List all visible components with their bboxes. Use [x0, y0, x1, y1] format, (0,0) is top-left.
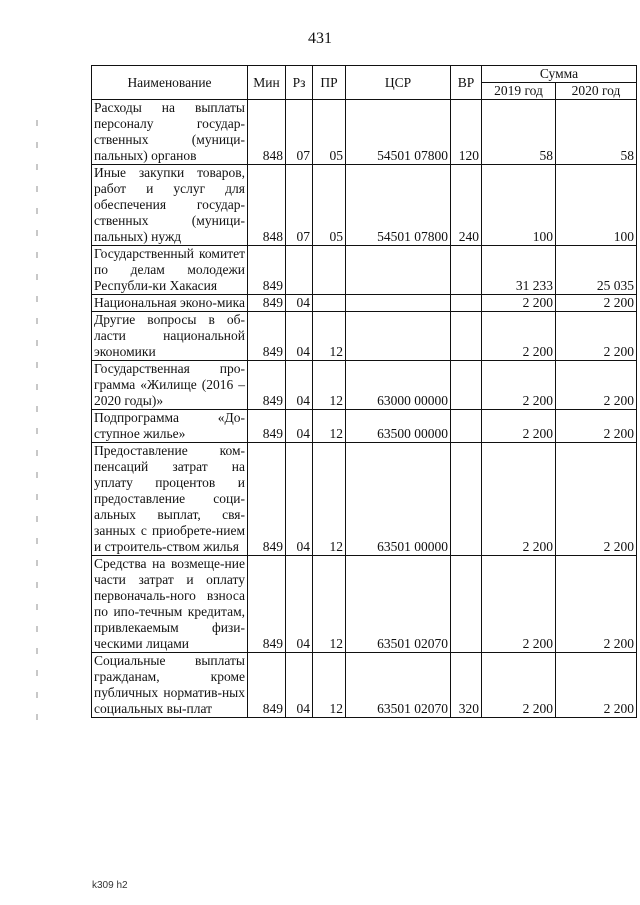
cell-min: 849 — [248, 410, 286, 443]
header-sum: Сумма — [482, 66, 637, 83]
cell-pr — [313, 295, 346, 312]
cell-y2019: 2 200 — [482, 443, 556, 556]
cell-y2019: 31 233 — [482, 246, 556, 295]
cell-min: 849 — [248, 556, 286, 653]
cell-vr — [451, 443, 482, 556]
cell-y2020: 58 — [556, 100, 637, 165]
cell-y2020: 2 200 — [556, 312, 637, 361]
cell-min: 849 — [248, 295, 286, 312]
cell-pr: 12 — [313, 443, 346, 556]
cell-rz: 04 — [286, 410, 313, 443]
table-body — [92, 100, 637, 718]
cell-pr: 05 — [313, 100, 346, 165]
cell-min: 848 — [248, 100, 286, 165]
cell-y2019: 2 200 — [482, 653, 556, 718]
cell-csr: 63501 02070 — [346, 653, 451, 718]
header-min: Мин — [248, 66, 286, 100]
table-row — [92, 361, 637, 410]
cell-vr — [451, 361, 482, 410]
cell-vr: 240 — [451, 165, 482, 246]
header-pr: ПР — [313, 66, 346, 100]
cell-name: Иные закупки товаров, работ и услуг для обеспечения государ-ственных (муници-пальных) нужд — [92, 165, 248, 246]
table-row — [92, 443, 637, 556]
table-row — [92, 410, 637, 443]
header-vr: ВР — [451, 66, 482, 100]
header-rz: Рз — [286, 66, 313, 100]
cell-name: Предоставление ком-пенсаций затрат на уплату процентов и предоставление соци-альных выплат, свя-занных с приобрете-нием и строитель-ством жилья — [92, 443, 248, 556]
cell-rz: 07 — [286, 165, 313, 246]
cell-y2019: 2 200 — [482, 556, 556, 653]
cell-vr: 320 — [451, 653, 482, 718]
cell-name: Социальные выплаты гражданам, кроме публичных норматив-ных социальных вы-плат — [92, 653, 248, 718]
cell-pr: 12 — [313, 653, 346, 718]
scan-margin-marks — [36, 120, 38, 720]
cell-csr: 63501 00000 — [346, 443, 451, 556]
cell-csr: 63000 00000 — [346, 361, 451, 410]
cell-vr — [451, 410, 482, 443]
cell-y2019: 58 — [482, 100, 556, 165]
cell-name: Государственный комитет по делам молодежи Республи-ки Хакасия — [92, 246, 248, 295]
cell-rz: 04 — [286, 653, 313, 718]
header-2020: 2020 год — [556, 83, 637, 100]
cell-vr — [451, 312, 482, 361]
cell-csr: 54501 07800 — [346, 165, 451, 246]
cell-y2020: 25 035 — [556, 246, 637, 295]
cell-y2019: 2 200 — [482, 410, 556, 443]
cell-pr: 12 — [313, 556, 346, 653]
cell-pr: 12 — [313, 361, 346, 410]
cell-vr — [451, 246, 482, 295]
header-name: Наименование — [92, 66, 248, 100]
cell-rz: 04 — [286, 312, 313, 361]
cell-y2019: 100 — [482, 165, 556, 246]
cell-name: Другие вопросы в об-ласти национальной экономики — [92, 312, 248, 361]
cell-min: 849 — [248, 443, 286, 556]
cell-min: 849 — [248, 312, 286, 361]
table-row — [92, 246, 637, 295]
cell-name: Подпрограмма «До-ступное жилье» — [92, 410, 248, 443]
table-row — [92, 295, 637, 312]
cell-y2020: 2 200 — [556, 443, 637, 556]
cell-csr — [346, 246, 451, 295]
cell-rz: 04 — [286, 443, 313, 556]
cell-min: 849 — [248, 653, 286, 718]
cell-y2020: 2 200 — [556, 556, 637, 653]
cell-name: Средства на возмеще-ние части затрат и оплату первоначаль-ного взноса по ипо-течным кредитам, привлекаемым физи-ческими лицами — [92, 556, 248, 653]
cell-rz — [286, 246, 313, 295]
cell-rz: 04 — [286, 556, 313, 653]
cell-y2020: 100 — [556, 165, 637, 246]
cell-y2020: 2 200 — [556, 410, 637, 443]
budget-table — [91, 65, 637, 718]
table-row — [92, 100, 637, 165]
page-number: 431 — [308, 30, 332, 47]
cell-y2020: 2 200 — [556, 295, 637, 312]
cell-rz: 07 — [286, 100, 313, 165]
cell-min: 849 — [248, 361, 286, 410]
cell-name: Расходы на выплаты персоналу государ-ственных (муници-пальных) органов — [92, 100, 248, 165]
cell-pr — [313, 246, 346, 295]
cell-name: Национальная эконо-мика — [92, 295, 248, 312]
header-2019: 2019 год — [482, 83, 556, 100]
table-row — [92, 653, 637, 718]
cell-y2019: 2 200 — [482, 295, 556, 312]
cell-pr: 12 — [313, 312, 346, 361]
cell-y2019: 2 200 — [482, 361, 556, 410]
header-csr: ЦСР — [346, 66, 451, 100]
cell-y2019: 2 200 — [482, 312, 556, 361]
cell-vr: 120 — [451, 100, 482, 165]
cell-csr — [346, 312, 451, 361]
cell-pr: 12 — [313, 410, 346, 443]
table-row — [92, 312, 637, 361]
cell-csr: 63500 00000 — [346, 410, 451, 443]
cell-min: 848 — [248, 165, 286, 246]
cell-rz: 04 — [286, 361, 313, 410]
table-row — [92, 165, 637, 246]
table-row — [92, 556, 637, 653]
cell-csr: 63501 02070 — [346, 556, 451, 653]
footer-code: k309 h2 — [92, 880, 128, 891]
cell-y2020: 2 200 — [556, 653, 637, 718]
cell-pr: 05 — [313, 165, 346, 246]
cell-min: 849 — [248, 246, 286, 295]
cell-csr — [346, 295, 451, 312]
cell-vr — [451, 556, 482, 653]
cell-y2020: 2 200 — [556, 361, 637, 410]
cell-name: Государственная про-грамма «Жилище (2016 – 2020 годы)» — [92, 361, 248, 410]
cell-vr — [451, 295, 482, 312]
cell-csr: 54501 07800 — [346, 100, 451, 165]
cell-rz: 04 — [286, 295, 313, 312]
